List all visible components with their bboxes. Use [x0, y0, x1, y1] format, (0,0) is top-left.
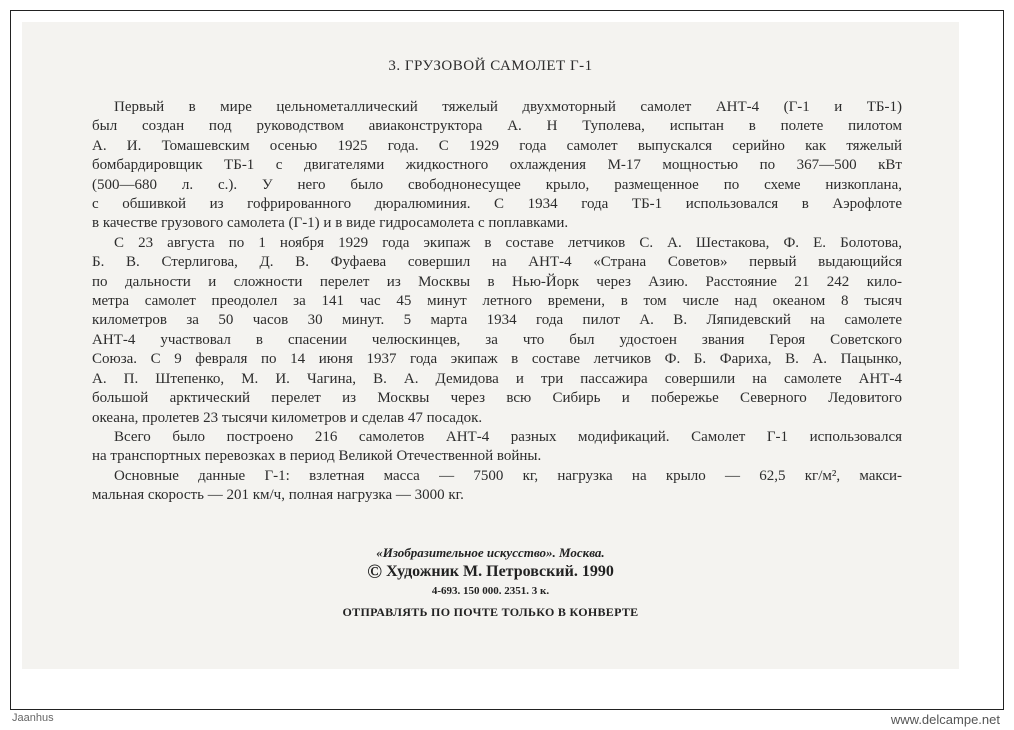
text-line: океана, пролетев 23 тысячи километров и сделав 47 посадок.	[92, 409, 483, 426]
text-line: на транспортных перевозках в период Великой Отечественной войны.	[92, 448, 542, 465]
publisher-line: «Изобразительное искусство». Москва.	[376, 545, 605, 560]
text-line: метра самолет преодолел за 141 час 45 минут летного времени, в том числе над океаном 8 тысяч	[92, 293, 902, 310]
text-line: АНТ-4 участвовал в спасении челюскинцев, за что был удостоен звания Героя Советского	[92, 331, 902, 348]
watermark-right: www.delcampe.net	[890, 712, 1000, 727]
text-line: Б. В. Стерлигова, Д. В. Фуфаева совершил на АНТ-4 «Страна Советов» первый выдающийся	[92, 254, 902, 271]
text-line: по дальности и сложности перелет из Москвы в Нью-Йорк через Азию. Расстояние 21 242 кило-	[92, 273, 902, 290]
copyright-icon: ©	[367, 561, 383, 583]
watermark-left: Jaanhus	[12, 712, 54, 724]
page-title: 3. ГРУЗОВОЙ САМОЛЕТ Г-1	[388, 58, 593, 74]
text-line: мальная скорость — 201 км/ч, полная нагрузка — 3000 кг.	[92, 487, 464, 504]
text-line: Всего было построено 216 самолетов АНТ-4 разных модификаций. Самолет Г-1 использовался	[114, 428, 902, 445]
text-line: километров за 50 часов 30 минут. 5 марта 1934 года пилот А. В. Ляпидевский на самолете	[92, 312, 902, 329]
text-line: Основные данные Г-1: взлетная масса — 7500 кг, нагрузка на крыло — 62,5 кг/м², макси-	[114, 467, 902, 484]
postcard-back	[22, 22, 959, 669]
text-line: А. П. Штепенко, М. И. Чагина, В. А. Демидова и три пассажира совершили на самолете АНТ-4	[92, 370, 902, 387]
artist-credit: Художник М. Петровский. 1990	[386, 563, 614, 580]
text-line: Союза. С 9 февраля по 14 июня 1937 года экипаж в составе летчиков Ф. Б. Фариха, В. А. Пацынко,	[92, 351, 902, 368]
text-line: большой арктический перелет из Москвы через всю Сибирь и побережье Северного Ледовитого	[92, 390, 902, 407]
article-body	[92, 98, 902, 506]
text-line: Первый в мире цельнометаллический тяжелый двухмоторный самолет АНТ-4 (Г-1 и ТБ-1)	[114, 99, 902, 115]
text-line: был создан под руководством авиаконструктора А. Н Туполева, испытан в полете пилотом	[92, 118, 902, 135]
text-line: С 23 августа по 1 ноября 1929 года экипаж в составе летчиков С. А. Шестакова, Ф. Е. Болотова,	[114, 234, 902, 251]
print-code-line: 4-693. 150 000. 2351. 3 к.	[431, 585, 550, 597]
text-line: А. И. Томашевским осенью 1925 года. С 1929 года самолет выпускался серийно как тяжелый	[92, 137, 902, 154]
text-line: в качестве грузового самолета (Г-1) и в виде гидросамолета с поплавками.	[92, 215, 569, 232]
imprint-block	[22, 544, 959, 622]
artist-line	[22, 562, 959, 582]
text-line: с обшивкой из гофрированного дюралюминия. С 1934 года ТБ-1 использовался в Аэрофлоте	[92, 196, 902, 213]
text-line: (500—680 л. с.). У него было свободнонесущее крыло, размещенное по схеме низкоплана,	[92, 176, 902, 193]
mailing-instruction: ОТПРАВЛЯТЬ ПО ПОЧТЕ ТОЛЬКО В КОНВЕРТЕ	[342, 605, 639, 619]
text-line: бомбардировщик ТБ-1 с двигателями жидкостного охлаждения М-17 мощностью по 367—500 кВт	[92, 157, 902, 174]
